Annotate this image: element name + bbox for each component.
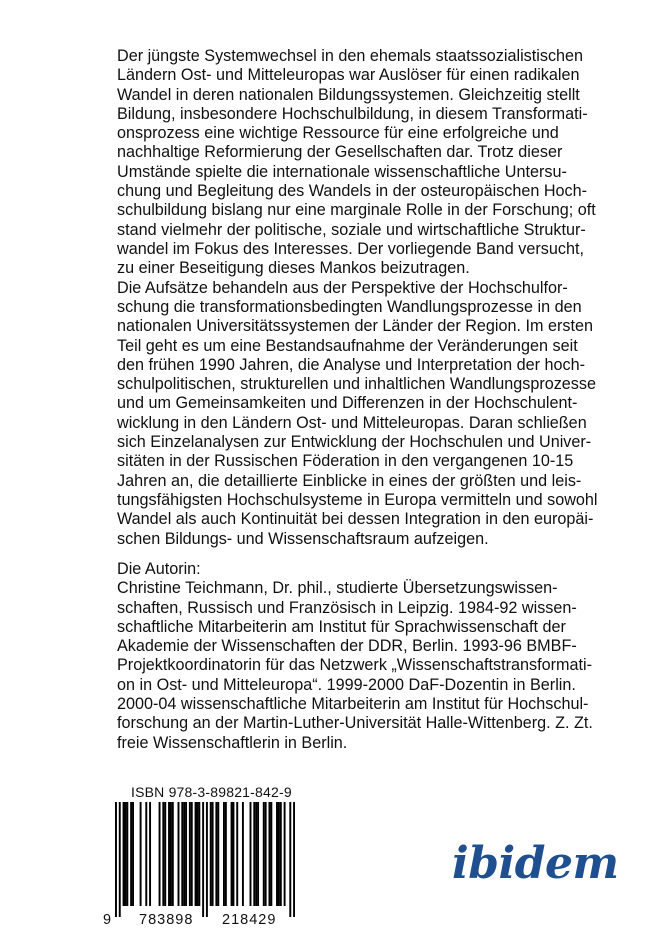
description-paragraph-1 — [117, 47, 596, 298]
text-line: sich Einzelanalysen zur Entwicklung der Hochschulen und Univer- — [117, 433, 592, 452]
barcode-bar — [276, 802, 278, 906]
barcode-bar — [265, 802, 267, 906]
barcode-bar — [130, 802, 132, 906]
text-line: und um Gemeinsamkeiten und Differenzen in der Hochschulent- — [117, 394, 578, 413]
text-line: Wandel in deren nationalen Bildungssystemen. Gleichzeitig stellt — [117, 85, 580, 104]
publisher-logo: ibidem — [452, 838, 619, 889]
barcode-bar — [242, 802, 244, 906]
text-line: Umstände spielte die internationale wissenschaftliche Untersu- — [117, 162, 567, 181]
barcode-bar — [198, 802, 200, 906]
barcode-image — [115, 802, 295, 917]
barcode-bar — [280, 802, 282, 906]
barcode-bar — [115, 802, 117, 917]
barcode-bar — [255, 802, 257, 906]
barcode-bar — [257, 802, 259, 906]
isbn-label: ISBN 978-3-89821-842-9 — [131, 784, 292, 800]
barcode-bar — [206, 802, 208, 917]
barcode-bar — [181, 802, 183, 906]
barcode-bar — [195, 802, 197, 906]
text-line: wandel im Fokus des Interesses. Der vorliegende Band versucht, — [117, 239, 584, 258]
author-bio — [117, 560, 593, 753]
barcode-left-digits: 783898 — [139, 912, 194, 928]
barcode-bar — [178, 802, 180, 906]
barcode-bar — [168, 802, 170, 906]
barcode-bar — [225, 802, 227, 906]
barcode-bar — [159, 802, 161, 906]
barcode-bar — [236, 802, 238, 906]
text-line: on in Ost- und Mitteleuropa“. 1999-2000 DaF-Dozentin in Berlin. — [117, 675, 576, 694]
text-line: onsprozess eine wichtige Ressource für eine erfolgreiche und — [117, 124, 559, 143]
text-line: Der jüngste Systemwechsel in den ehemals staatssozialistischen — [117, 47, 584, 65]
text-line: freie Wissenschaftlerin in Berlin. — [117, 733, 348, 752]
barcode-bar — [132, 802, 134, 906]
barcode-first-digit: 9 — [103, 912, 113, 928]
text-line: chung und Begleitung des Wandels in der osteuropäischen Hoch- — [117, 182, 588, 201]
text-line: Ländern Ost- und Mitteleuropas war Auslöser für einen radikalen — [117, 66, 580, 85]
barcode-bar — [250, 802, 252, 906]
barcode-bar — [232, 802, 234, 906]
barcode-bar — [202, 802, 204, 917]
barcode-bar — [162, 802, 164, 906]
text-line: sitäten in der Russischen Föderation in den vergangenen 10-15 — [117, 452, 574, 471]
barcode-bar — [210, 802, 212, 906]
barcode-bar — [263, 802, 265, 906]
barcode-bar — [119, 802, 121, 917]
barcode-bar — [149, 802, 151, 906]
barcode-right-digits: 218429 — [222, 912, 277, 928]
barcode-bar — [123, 802, 125, 906]
barcode-bar — [185, 802, 187, 906]
text-line: schung die transformationsbedingten Wandlungsprozesse in den — [117, 298, 582, 316]
text-line: Wandel als auch Kontinuität bei dessen Integration in den europäi- — [117, 510, 594, 529]
description-paragraph-2 — [117, 298, 598, 549]
text-line: Die Aufsätze behandeln aus der Perspektive der Hochschulfor- — [117, 278, 568, 297]
text-line: wicklung in den Ländern Ost- und Mitteleuropas. Daran schließen — [117, 413, 587, 432]
barcode-bar — [231, 802, 233, 906]
text-line: Projektkoordinatorin für das Netzwerk „Wissenschaftstransformati- — [117, 656, 592, 675]
text-line: schaften, Russisch und Französisch in Leipzig. 1984-92 wissen- — [117, 598, 577, 617]
barcode-bar — [212, 802, 214, 906]
text-line: 2000-04 wissenschaftliche Mitarbeiterin am Institut für Hochschul- — [117, 695, 589, 714]
text-line: schulbildung bislang nur eine marginale Rolle in der Forschung; oft — [117, 201, 596, 220]
barcode-bar — [196, 802, 198, 906]
text-line: zu einer Beseitigung dieses Mankos beizutragen. — [117, 259, 470, 278]
barcode-bar — [140, 802, 142, 906]
barcode-bar — [270, 802, 272, 906]
text-line: Christine Teichmann, Dr. phil., studierte Übersetzungswissen- — [117, 579, 558, 598]
text-line: tungsfähigsten Hochschulsysteme in Europa vermitteln und sowohl — [117, 490, 598, 509]
text-line: Akademie der Wissenschaften der DDR, Berlin. 1993-96 BMBF- — [117, 637, 577, 656]
barcode-bar — [217, 802, 219, 906]
barcode-bar — [145, 802, 147, 906]
barcode-bar — [268, 802, 270, 906]
barcode-bar — [223, 802, 225, 906]
barcode-bar — [170, 802, 172, 906]
text-line: schen Bildungs- und Wissenschaftsraum aufzeigen. — [117, 529, 489, 548]
barcode-bar — [289, 802, 291, 917]
barcode-bar — [284, 802, 286, 906]
text-line: schaftliche Mitarbeiterin am Institut für Sprachwissenschaft der — [117, 617, 566, 636]
text-line: den frühen 1990 Jahren, die Analyse und Interpretation der hoch- — [117, 355, 585, 374]
barcode-bar — [191, 802, 193, 906]
barcode-bar — [126, 802, 128, 906]
text-line: Jahren an, die detaillierte Einblicke in eines der größten und leis- — [117, 471, 582, 490]
text-line: schulpolitischen, strukturellen und inhaltlichen Wandlungsprozesse — [117, 375, 597, 394]
barcode-bar — [183, 802, 185, 906]
text-line: forschung an der Martin-Luther-Universität Halle-Wittenberg. Z. Zt. — [117, 714, 593, 733]
barcode-bar — [124, 802, 126, 906]
text-line: Teil geht es um eine Bestandsaufnahme der Veränderungen seit — [117, 336, 578, 355]
barcode-bar — [253, 802, 255, 906]
text-line: stand vielmehr der politische, soziale und wirtschaftliche Struktur- — [117, 220, 586, 239]
barcode-bar — [293, 802, 295, 917]
text-line: nationalen Universitätssystemen der Länder der Region. Im ersten — [117, 317, 593, 336]
barcode-bar — [172, 802, 174, 906]
text-line: Bildung, insbesondere Hochschulbildung, in diesem Transformati- — [117, 104, 588, 123]
barcode-bar — [164, 802, 166, 906]
text-line: nachhaltige Reformierung der Gesellschaften dar. Trotz dieser — [117, 143, 563, 162]
barcode-bar — [189, 802, 191, 906]
barcode-bar — [278, 802, 280, 906]
barcode-bar — [215, 802, 217, 906]
author-heading: Die Autorin: — [117, 560, 201, 578]
